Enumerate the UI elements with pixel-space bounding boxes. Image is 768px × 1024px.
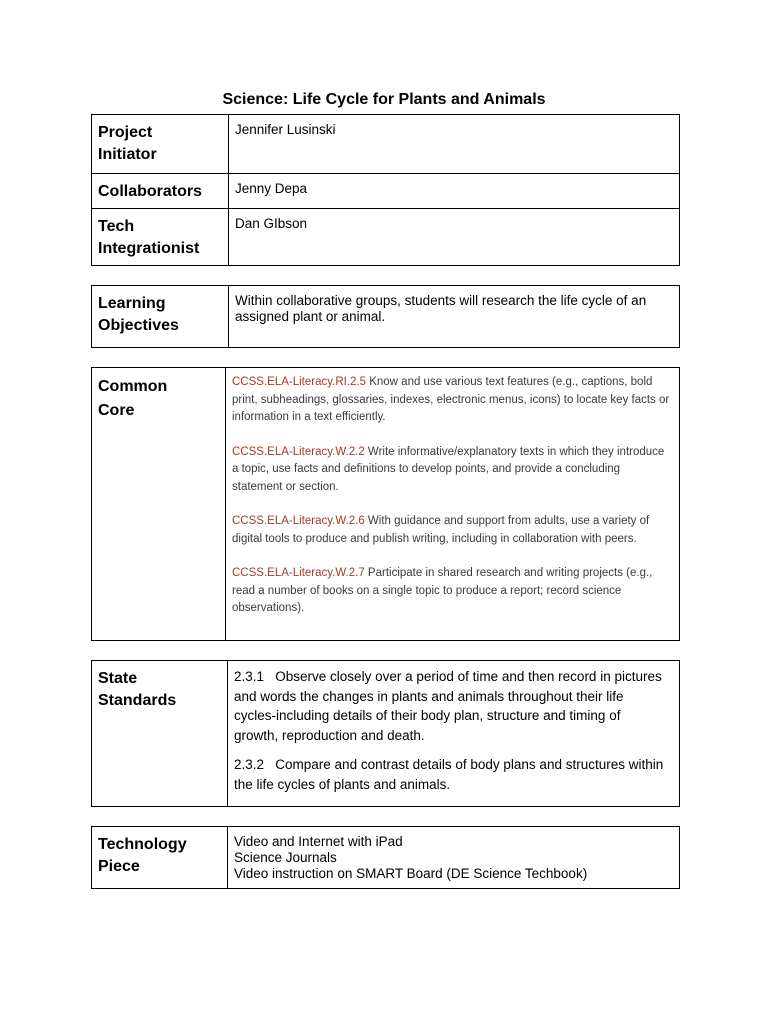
tech-integrationist-value: Dan GIbson	[229, 209, 680, 266]
standard-line: growth, reproduction and death.	[234, 727, 425, 743]
table-row	[92, 209, 680, 266]
technology-line: Video and Internet with iPad	[234, 834, 403, 849]
standard-line: 2.3.1 Observe closely over a period of time and then record in pictures	[234, 669, 662, 684]
label-line: Integrationist	[98, 240, 200, 257]
state-standards-value	[228, 661, 680, 807]
common-core-value	[226, 368, 680, 641]
standard-item	[234, 755, 673, 794]
label-line: Learning	[98, 295, 166, 312]
label-line: Objectives	[98, 317, 179, 334]
ccss-code-link[interactable]: CCSS.ELA-Literacy.RI.2.5	[232, 376, 367, 388]
table-row	[92, 174, 680, 209]
label-line: Standards	[98, 692, 177, 709]
label-line: Technology	[98, 836, 187, 853]
ccss-item	[232, 513, 673, 548]
learning-objectives-value: Within collaborative groups, students will research the life cycle of an assigned plant or animal.	[229, 286, 680, 348]
ccss-description: Know and use various text features (e.g., captions, bold print, subheadings, glossaries, indexes, electronic menus, icons) to locate key facts or information in a text efficiently.	[232, 376, 670, 423]
label-line: Project	[98, 124, 153, 141]
ccss-description: Participate in shared research and writing projects (e.g., read a number of books on a single topic to produce a report; record science observations).	[232, 567, 653, 614]
ccss-item	[232, 565, 673, 618]
learning-objectives-table	[91, 285, 680, 348]
technology-line: Science Journals	[234, 850, 337, 865]
label-line: Collaborators	[98, 183, 203, 200]
label-line: Common	[98, 378, 168, 395]
learning-objectives-label	[92, 286, 229, 348]
label-line: Initiator	[98, 146, 157, 163]
standard-item	[234, 667, 673, 745]
common-core-label	[92, 368, 226, 641]
collaborators-label	[92, 174, 229, 209]
label-line: State	[98, 670, 138, 687]
technology-piece-label	[92, 827, 228, 889]
page-title: Science: Life Cycle for Plants and Animals	[222, 91, 546, 108]
standard-line: 2.3.2 Compare and contrast details of body plans and structures within	[234, 757, 664, 772]
standard-line: and words the changes in plants and animals throughout their life	[234, 688, 624, 704]
label-line: Tech	[98, 218, 135, 235]
label-line: Core	[98, 402, 135, 419]
label-line: Piece	[98, 858, 140, 875]
ccss-item	[232, 444, 673, 497]
standard-line: the life cycles of plants and animals.	[234, 776, 451, 792]
project-initiator-value: Jennifer Lusinski	[229, 115, 680, 174]
collaborators-value: Jenny Depa	[229, 174, 680, 209]
ccss-code-link[interactable]: CCSS.ELA-Literacy.W.2.7	[232, 567, 365, 579]
ccss-code-link[interactable]: CCSS.ELA-Literacy.W.2.2	[232, 445, 365, 458]
state-standards-label	[92, 661, 228, 807]
standard-line: cycles-including details of their body plan, structure and timing of	[234, 708, 621, 723]
ccss-description: With guidance and support from adults, use a variety of digital tools to produce and publish writing, including in collaboration with peers.	[232, 515, 650, 545]
ccss-description: Write informative/explanatory texts in which they introduce a topic, use facts and definitions to develop points, and provide a concluding statement or section.	[232, 445, 665, 493]
common-core-table	[91, 367, 680, 641]
table-row	[92, 286, 680, 348]
people-table	[91, 114, 680, 266]
technology-line: Video instruction on SMART Board (DE Science Techbook)	[234, 866, 588, 881]
ccss-code-link[interactable]: CCSS.ELA-Literacy.W.2.6	[232, 515, 365, 527]
table-row	[92, 115, 680, 174]
state-standards-table	[91, 660, 680, 807]
tech-integrationist-label	[92, 209, 229, 266]
technology-piece-table	[91, 826, 680, 889]
technology-piece-value	[228, 827, 680, 889]
ccss-item	[232, 374, 673, 427]
table-row	[92, 827, 680, 889]
table-row	[92, 368, 680, 641]
project-initiator-label	[92, 115, 229, 174]
table-row	[92, 661, 680, 807]
